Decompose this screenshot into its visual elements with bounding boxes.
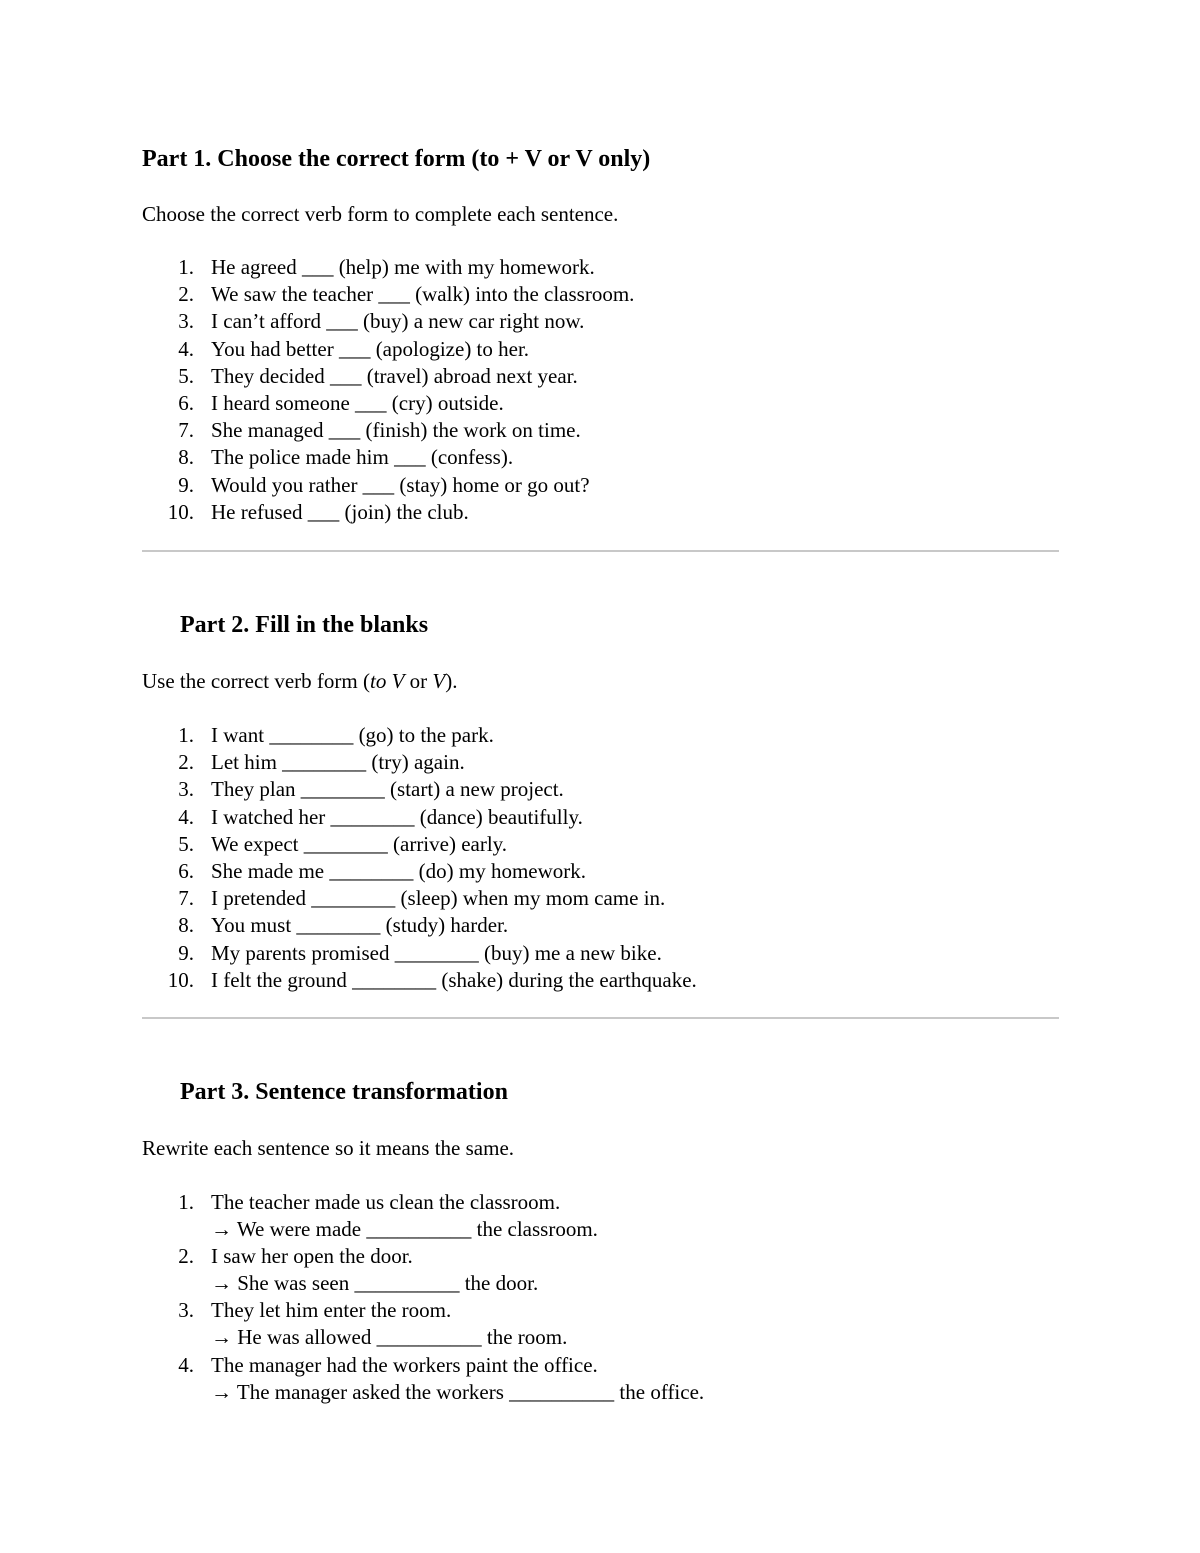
item-text: The police made him ___ (confess).: [211, 445, 514, 470]
instruction-text: Use the correct verb form (: [142, 669, 370, 693]
item-text: They plan ________ (start) a new project.: [211, 777, 564, 802]
part1-instruction: Choose the correct verb form to complete each sentence.: [142, 202, 619, 226]
instruction-option: V: [432, 669, 446, 693]
part2-heading: Part 2. Fill in the blanks: [180, 612, 429, 638]
item-text: He refused ___ (join) the club.: [211, 499, 469, 524]
item-text: She managed ___ (finish) the work on time.: [211, 418, 581, 443]
item-text: We expect ________ (arrive) early.: [211, 831, 508, 856]
item-number: 3.: [178, 777, 194, 802]
item-number: 8.: [178, 913, 194, 938]
item-text: They let him enter the room.: [211, 1298, 452, 1323]
section-divider: [142, 550, 1059, 552]
instruction-text: or: [404, 669, 433, 693]
item-number: 7.: [178, 418, 194, 443]
item-number: 9.: [178, 940, 194, 965]
item-number: 1.: [178, 255, 194, 279]
item-text: Let him ________ (try) again.: [211, 750, 465, 775]
item-text: I watched her ________ (dance) beautifully.: [211, 804, 583, 829]
item-text: I can’t afford ___ (buy) a new car right now.: [211, 309, 585, 334]
item-text: I felt the ground ________ (shake) during the earthquake.: [211, 967, 697, 992]
rewrite-prompt: → He was allowed __________ the room.: [211, 1325, 568, 1350]
item-number: 2.: [178, 282, 194, 307]
part3-instruction: Rewrite each sentence so it means the same.: [142, 1136, 515, 1160]
item-number: 5.: [178, 831, 194, 856]
item-number: 2.: [178, 1244, 194, 1269]
item-number: 10.: [167, 499, 194, 524]
item-number: 3.: [178, 309, 194, 334]
item-number: 3.: [178, 1298, 194, 1323]
item-number: 8.: [178, 445, 194, 470]
item-text: I saw her open the door.: [211, 1244, 413, 1269]
part1-heading: Part 1. Choose the correct form (to + V or V only): [142, 146, 651, 172]
part2-instruction: [142, 668, 457, 694]
item-text: You must ________ (study) harder.: [211, 913, 509, 938]
item-number: 4.: [178, 804, 194, 829]
item-text: She made me ________ (do) my homework.: [211, 858, 587, 883]
item-text: Would you rather ___ (stay) home or go out?: [211, 472, 590, 497]
part3-heading: Part 3. Sentence transformation: [180, 1079, 508, 1105]
rewrite-prompt: → We were made __________ the classroom.: [211, 1217, 598, 1241]
item-number: 5.: [178, 363, 194, 388]
item-number: 1.: [178, 1190, 194, 1214]
item-text: I pretended ________ (sleep) when my mom came in.: [211, 886, 666, 911]
item-text: They decided ___ (travel) abroad next year.: [211, 363, 578, 388]
item-number: 2.: [178, 750, 194, 775]
item-number: 9.: [178, 472, 194, 497]
item-text: I heard someone ___ (cry) outside.: [211, 390, 504, 415]
item-text: The teacher made us clean the classroom.: [211, 1190, 561, 1214]
instruction-option: to V: [369, 669, 405, 693]
item-number: 6.: [178, 390, 194, 415]
item-number: 4.: [178, 336, 194, 361]
rewrite-prompt: → The manager asked the workers __________ the office.: [211, 1379, 705, 1404]
item-number: 1.: [178, 723, 194, 747]
item-text: I want ________ (go) to the park.: [211, 723, 494, 747]
item-text: My parents promised ________ (buy) me a new bike.: [211, 940, 662, 965]
item-text: We saw the teacher ___ (walk) into the classroom.: [211, 282, 635, 307]
item-text: He agreed ___ (help) me with my homework.: [211, 255, 595, 279]
instruction-text: ).: [445, 669, 458, 693]
item-number: 10.: [167, 967, 194, 992]
rewrite-prompt: → She was seen __________ the door.: [211, 1271, 539, 1296]
section-divider: [142, 1017, 1059, 1019]
item-number: 4.: [178, 1352, 194, 1377]
item-text: You had better ___ (apologize) to her.: [211, 336, 530, 361]
item-number: 6.: [178, 858, 194, 883]
item-number: 7.: [178, 886, 194, 911]
item-text: The manager had the workers paint the office.: [211, 1352, 598, 1377]
